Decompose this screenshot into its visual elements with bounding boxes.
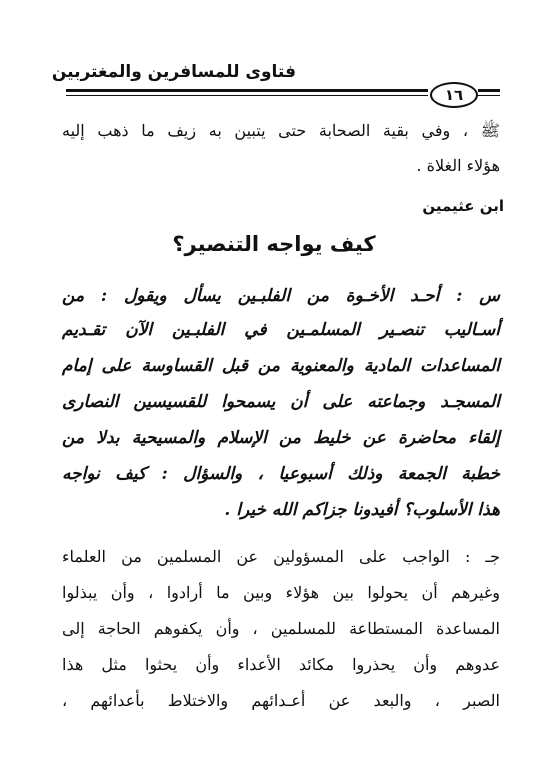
- header-rule-thin: [66, 95, 428, 96]
- page-rule-thin: [478, 95, 500, 96]
- question-line: خطبة الجمعة وذلك أسبوعيا ، والسؤال : كيف نواجه: [62, 464, 500, 484]
- header-rule-thick: [66, 89, 428, 92]
- page-number: ١٦: [430, 82, 478, 108]
- author-attribution: ابن عثيمين: [422, 197, 504, 215]
- answer-line: وغيرهم أن يحولوا بين هؤلاء وبين ما أرادوا ، وأن يبذلوا: [62, 583, 500, 602]
- answer-line: المساعدة المستطاعة للمسلمين ، وأن يكفوهم الحاجة إلى: [62, 619, 500, 638]
- question-line: المساعدات المادية والمعنوية من قبل القساوسة على إمام: [62, 356, 501, 376]
- answer-line: الصبر ، والبعد عن أعـدائهم والاختلاط بأعدائهم ،: [62, 691, 500, 710]
- question-line: المسجـد وجماعته على أن يسمحوا للقسيسين النصارى: [62, 392, 500, 412]
- intro-line: هؤلاء الغلاة .: [416, 156, 500, 175]
- running-header-title: فتاوى للمسافرين والمغتربين: [51, 62, 296, 82]
- answer-line: جـ : الواجب على المسؤولين عن المسلمين من العلماء: [62, 547, 500, 566]
- intro-line: ﷺ ، وفي بقية الصحابة حتى يتبين به زيف ما ذهب إليه: [62, 121, 500, 140]
- question-line: أسـاليب تنصـير المسلمـين في الفلبـين الآن تقـديم: [62, 320, 500, 340]
- question-line: هذا الأسلوب؟ أفيدونا جزاكم الله خيرا .: [224, 500, 500, 520]
- question-line: س : أحـد الأخـوة من الفلبـين يسأل ويقول : من: [62, 286, 500, 306]
- answer-line: عدوهم وأن يحذروا مكائد الأعداء وأن يحثوا مثل هذا: [62, 655, 500, 674]
- question-line: إلقاء محاضرة عن خليط من الإسلام والمسيحية بدلا من: [62, 428, 500, 448]
- question-title: كيف يواجه التنصير؟: [172, 232, 376, 256]
- page-rule-thick: [478, 89, 500, 92]
